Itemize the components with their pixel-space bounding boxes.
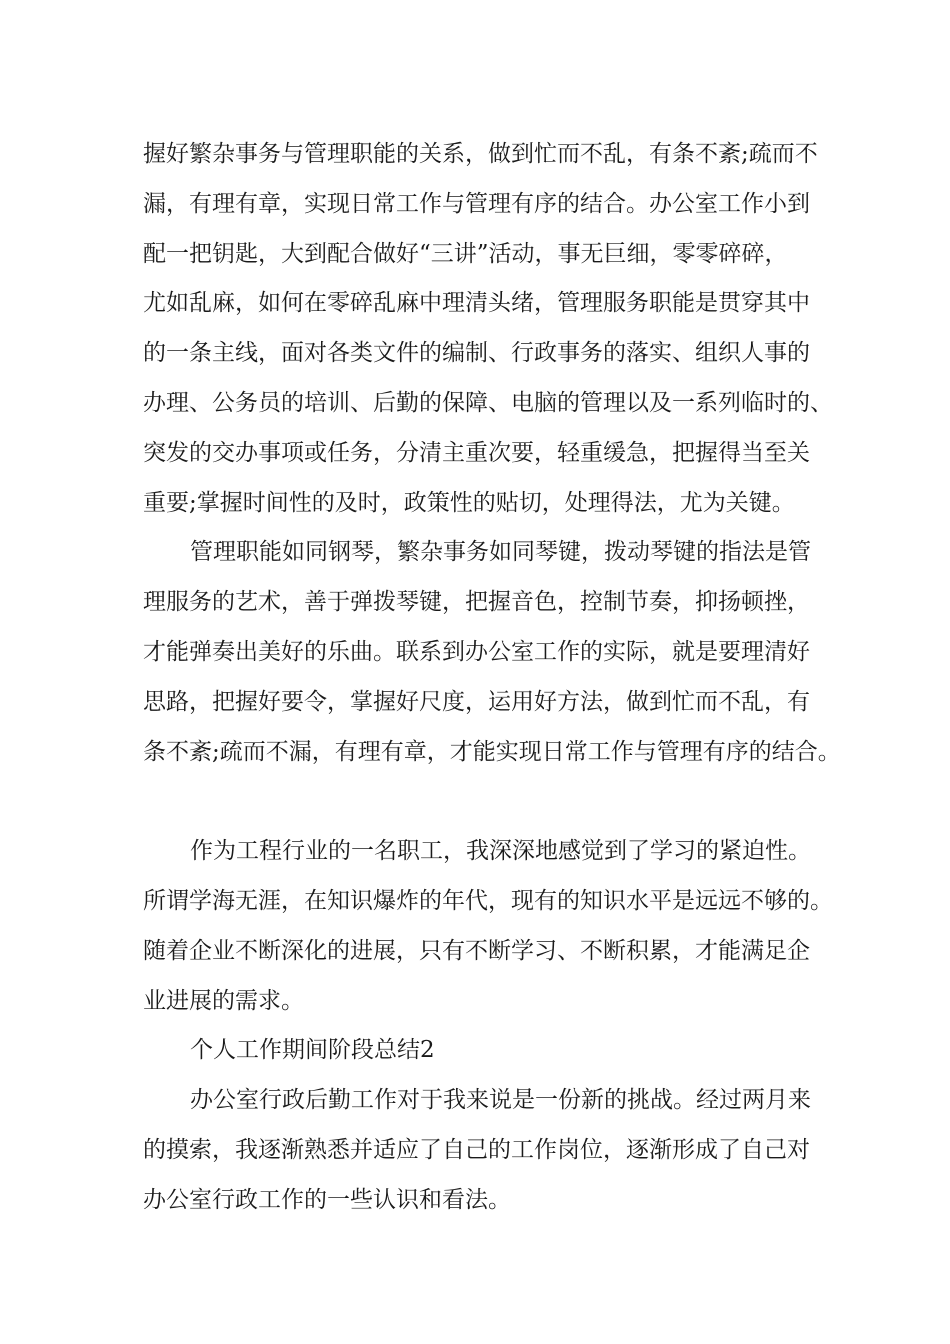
- text-line: 重要;掌握时间性的及时，政策性的贴切，处理得法，尤为关键。: [143, 489, 795, 516]
- paragraph: [143, 1076, 823, 1225]
- paragraph: [143, 827, 833, 1026]
- text-line: 办理、公务员的培训、后勤的保障、电脑的管理以及一系列临时的、: [143, 389, 833, 416]
- text-line: 随着企业不断深化的进展，只有不断学习、不断积累，才能满足企: [143, 937, 810, 964]
- text-line: 的一条主线，面对各类文件的编制、行政事务的落实、组织人事的: [143, 340, 810, 367]
- text-line: 业进展的需求。: [143, 987, 304, 1014]
- text-line: 的摸索，我逐渐熟悉并适应了自己的工作岗位，逐渐形成了自己对: [143, 1136, 810, 1163]
- section-heading: 个人工作期间阶段总结2: [190, 1037, 435, 1064]
- text-line: 思路，把握好要令，掌握好尺度，运用好方法，做到忙而不乱，有: [143, 688, 810, 715]
- text-line: 理服务的艺术，善于弹拨琴键，把握音色，控制节奏，抑扬顿挫，: [143, 589, 810, 616]
- text-line: 才能弹奏出美好的乐曲。联系到办公室工作的实际，就是要理清好: [143, 638, 810, 665]
- text-line: 握好繁杂事务与管理职能的关系，做到忙而不乱，有条不紊;疏而不: [143, 141, 818, 167]
- text-line: 办公室行政后勤工作对于我来说是一份新的挑战。经过两月来: [190, 1087, 811, 1114]
- document-body: [143, 130, 841, 1226]
- text-line: 作为工程行业的一名职工，我深深地感觉到了学习的紧迫性。: [190, 838, 811, 865]
- text-line: 配一把钥匙，大到配合做好“三讲”活动，事无巨细，零零碎碎，: [143, 240, 788, 267]
- text-line: 条不紊;疏而不漏，有理有章，才能实现日常工作与管理有序的结合。: [143, 738, 841, 765]
- paragraph: [143, 130, 833, 528]
- text-line: 管理职能如同钢琴，繁杂事务如同琴键，拨动琴键的指法是管: [190, 539, 811, 566]
- text-line: 办公室行政工作的一些认识和看法。: [143, 1186, 511, 1213]
- paragraph-gap: [143, 777, 823, 827]
- text-line: 所谓学海无涯，在知识爆炸的年代，现有的知识水平是远远不够的。: [143, 887, 833, 914]
- text-line: 突发的交办事项或任务，分清主重次要，轻重缓急，把握得当至关: [143, 439, 810, 466]
- text-line: 漏，有理有章，实现日常工作与管理有序的结合。办公室工作小到: [143, 190, 810, 217]
- paragraph: [143, 528, 841, 777]
- text-line: 尤如乱麻，如何在零碎乱麻中理清头绪，管理服务职能是贯穿其中: [143, 290, 810, 317]
